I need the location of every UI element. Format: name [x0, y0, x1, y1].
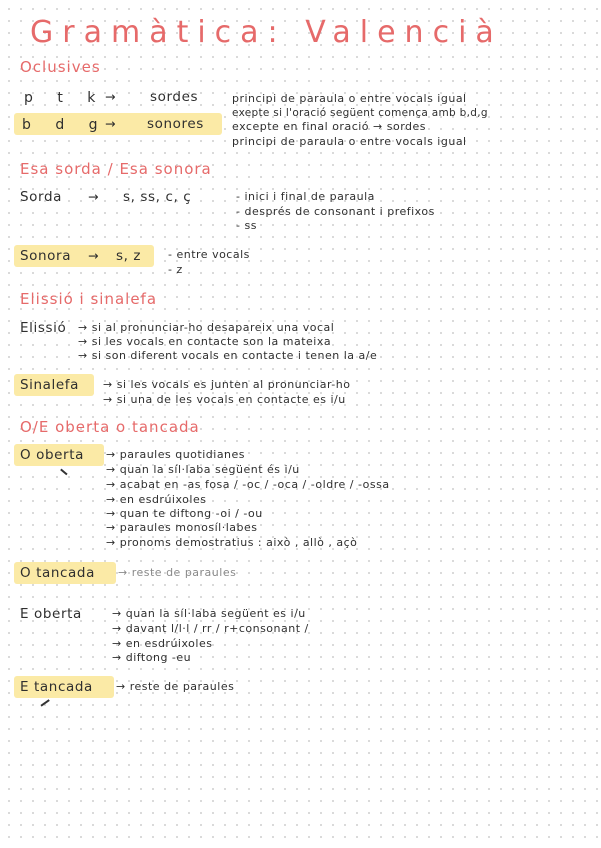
- e-oberta-item-4: → diftong -eu: [112, 651, 192, 664]
- letters-ptk: p t k: [24, 90, 106, 106]
- arrow-icon: →: [105, 89, 117, 104]
- label-sordes: sordes: [150, 89, 199, 105]
- arrow-icon: →: [105, 116, 117, 131]
- label-elisio: Elissió: [20, 320, 67, 336]
- e-oberta-item-1: → quan la síl·laba següent es i/u: [112, 607, 306, 620]
- o-tancada-text: → reste de paraules: [118, 566, 237, 579]
- sinalefa-line-2: → si una de les vocals en contacte es i/u: [103, 393, 346, 406]
- label-e-oberta: E oberta: [20, 606, 82, 622]
- heading-oclusives: Oclusives: [20, 58, 101, 76]
- elisio-line-3: → si son diferent vocals en contacte i tenen la a/e: [78, 349, 378, 362]
- accent-mark: [60, 469, 67, 475]
- note-sordes: principi de paraula o entre vocals igual: [232, 92, 467, 105]
- o-oberta-item-5: → quan te diftong -oi / -ou: [106, 507, 263, 520]
- o-oberta-item-4: → en esdrúixoles: [106, 493, 207, 506]
- label-sonora: Sonora: [20, 248, 72, 264]
- o-oberta-item-2: → quan la síl·laba següent és i/u: [106, 463, 300, 476]
- note-principi: principi de paraula o entre vocals igual: [232, 135, 467, 148]
- label-e-tancada: E tancada: [20, 679, 93, 695]
- sorda-line-1: - inici i final de paraula: [236, 190, 375, 203]
- elisio-line-2: → si les vocals en contacte son la mateixa: [78, 335, 332, 348]
- o-oberta-item-3: → acabat en -as fosa / -oc / -oca / -oldre / -ossa: [106, 478, 390, 491]
- sorda-line-2: - després de consonant i prefixos: [236, 205, 435, 218]
- label-o-oberta: O oberta: [20, 447, 84, 463]
- note-exepte: exepte si l'oració següent comença amb b,d,g: [232, 107, 488, 119]
- sorda-line-3: - ss: [236, 219, 257, 232]
- label-o-tancada: O tancada: [20, 565, 95, 581]
- arrow-icon: →: [88, 248, 100, 263]
- arrow-icon: →: [88, 189, 100, 204]
- heading-esa: Esa sorda / Esa sonora: [20, 160, 212, 178]
- sonora-line-2: - z: [168, 263, 183, 276]
- letters-sorda: s, ss, c, ç: [123, 189, 192, 205]
- accent-mark: [40, 699, 49, 706]
- elisio-line-1: → si al pronunciar-ho desapareix una vocal: [78, 321, 335, 334]
- o-oberta-item-1: → paraules quotidianes: [106, 448, 246, 461]
- sonora-line-1: - entre vocals: [168, 248, 250, 261]
- e-tancada-text: → reste de paraules: [116, 680, 235, 693]
- o-oberta-item-7: → pronoms demostratius : això , allò , açò: [106, 536, 358, 549]
- e-oberta-item-2: → davant l/l·l / rr / r+consonant /: [112, 622, 309, 635]
- label-sonores: sonores: [147, 116, 204, 132]
- heading-oe: O/E oberta o tancada: [20, 418, 200, 436]
- label-sinalefa: Sinalefa: [20, 377, 80, 393]
- letters-bdg: b d g: [22, 117, 108, 133]
- page-title: Gramàtica: Valencià: [30, 15, 503, 50]
- e-oberta-item-3: → en esdrúixoles: [112, 637, 213, 650]
- o-oberta-item-6: → paraules monosíl·labes: [106, 521, 258, 534]
- label-sorda: Sorda: [20, 189, 62, 205]
- heading-elisio: Elissió i sinalefa: [20, 290, 158, 308]
- sinalefa-line-1: → si les vocals es junten al pronunciar-ho: [103, 378, 351, 391]
- note-excepte-final: excepte en final oració → sordes: [232, 120, 427, 133]
- letters-sonora: s, z: [116, 248, 142, 264]
